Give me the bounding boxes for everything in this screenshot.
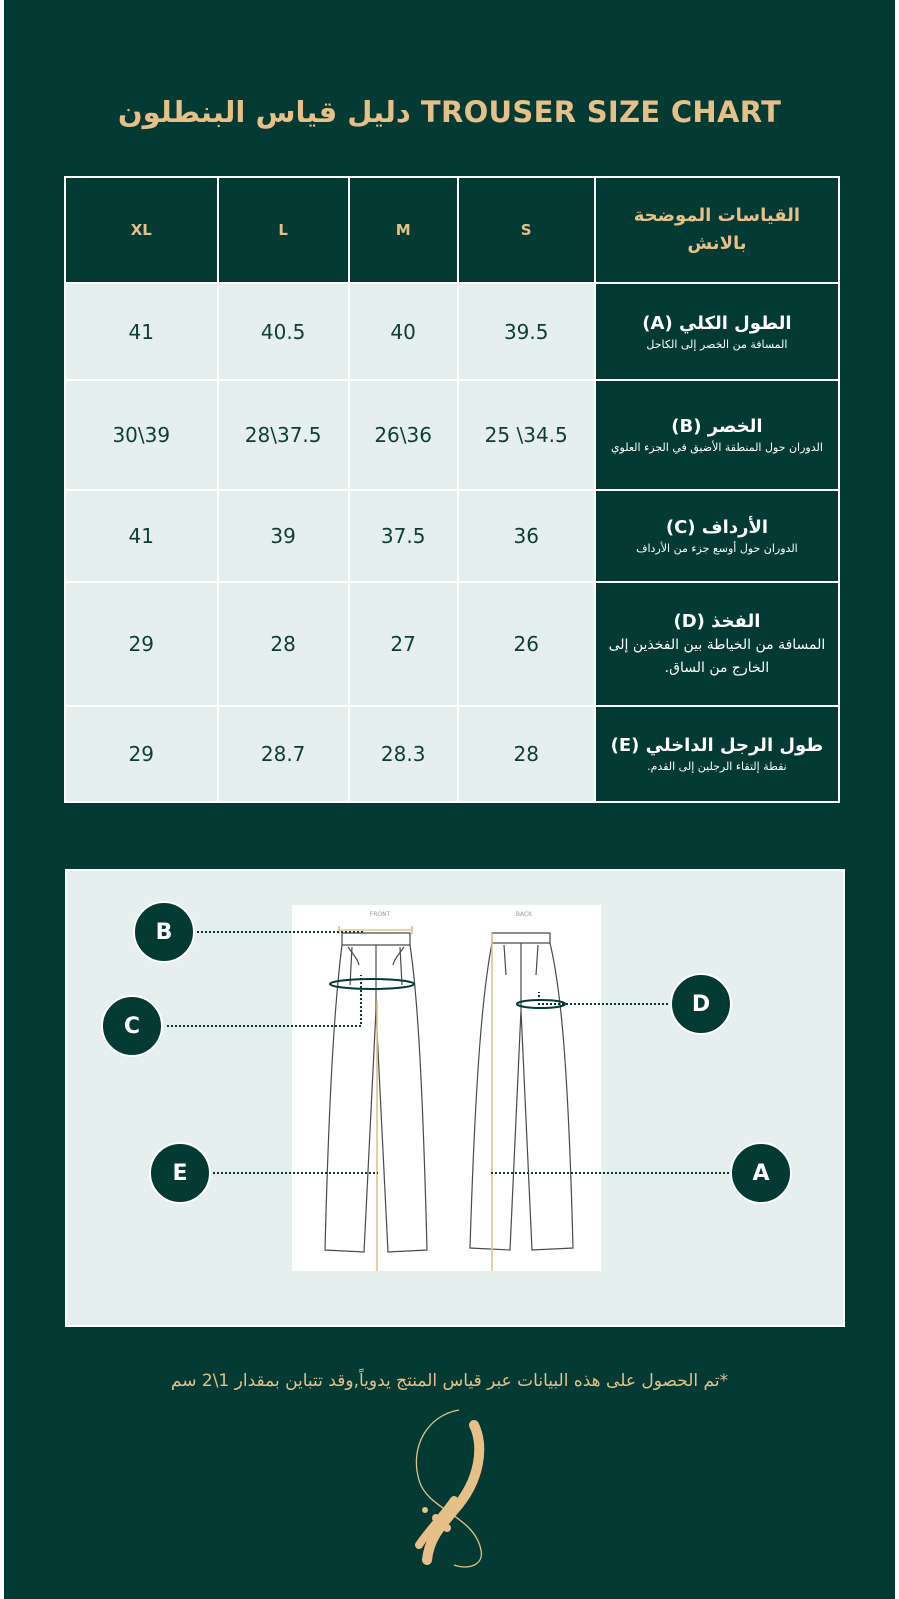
value-cell: 39 [218, 490, 349, 582]
measurement-header [595, 177, 839, 283]
value-cell: 41 [65, 490, 218, 582]
value-cell: 25 \34.5 [458, 380, 595, 490]
value-cell: 28 [458, 706, 595, 802]
back-label: BACK [515, 911, 533, 918]
marker-a: A [730, 1142, 792, 1204]
page-title: دليل قياس البنطلون TROUSER SIZE CHART [117, 95, 782, 129]
value-cell: 37.5 [349, 490, 458, 582]
row-label-title: الطول الكلي (A) [642, 312, 792, 334]
marker-c: C [101, 995, 163, 1057]
table-row [65, 706, 839, 802]
marker-e: E [149, 1142, 211, 1204]
row-label-title: الفخذ (D) [673, 610, 761, 632]
table-row [65, 582, 839, 706]
value-cell: 26 [458, 582, 595, 706]
marker-d: D [670, 973, 732, 1035]
table-row [65, 490, 839, 582]
row-label [595, 706, 839, 802]
value-cell: 29 [65, 582, 218, 706]
value-cell: 39.5 [458, 283, 595, 380]
row-label-description: نقطة إلتقاء الرجلين إلى القدم. [647, 760, 787, 773]
measurement-diagram [65, 869, 845, 1327]
row-label-description: المسافة من الخصر إلى الكاحل [646, 337, 788, 351]
front-label: FRONT [369, 911, 391, 918]
value-cell: 28.3 [349, 706, 458, 802]
row-label [595, 490, 839, 582]
size-chart-page [4, 0, 895, 1599]
value-cell: 26\36 [349, 380, 458, 490]
row-label-title: الأرداف (C) [665, 517, 769, 538]
table-row [65, 283, 839, 380]
row-label-title: طول الرجل الداخلي (E) [610, 735, 824, 756]
size-header-m: M [349, 177, 458, 283]
measurement-note: *تم الحصول على هذه البيانات عبر قياس المنتج يدوياً,وقد تتباين بمقدار 1\2 سم [170, 1371, 729, 1391]
row-label-title: الخصر (B) [671, 416, 763, 437]
size-header-xl: XL [65, 177, 218, 283]
table-row [65, 380, 839, 490]
value-cell: 40.5 [218, 283, 349, 380]
value-cell: 40 [349, 283, 458, 380]
value-cell: 28 [218, 582, 349, 706]
value-cell: 27 [349, 582, 458, 706]
row-label [595, 380, 839, 490]
value-cell: 28.7 [218, 706, 349, 802]
value-cell: 28\37.5 [218, 380, 349, 490]
value-cell: 29 [65, 706, 218, 802]
marker-b: B [133, 901, 195, 963]
size-header-s: S [458, 177, 595, 283]
row-label-description: الدوران حول أوسع جزء من الأرداف [636, 542, 798, 555]
row-label [595, 582, 839, 706]
brand-calligraphy-logo-icon [399, 1400, 499, 1570]
value-cell: 30\39 [65, 380, 218, 490]
row-label-description: الدوران حول المنطقة الأضيق في الجزء العلوي [610, 441, 823, 454]
value-cell: 41 [65, 283, 218, 380]
row-label [595, 283, 839, 380]
size-table [64, 176, 840, 803]
size-header-l: L [218, 177, 349, 283]
table-header-row [65, 177, 839, 283]
value-cell: 36 [458, 490, 595, 582]
measurement-header-text: القياسات الموضحة بالانش [633, 205, 801, 254]
row-label-description: المسافة من الخياطة بين الفخذين إلى الخارج من الساق. [608, 636, 826, 676]
